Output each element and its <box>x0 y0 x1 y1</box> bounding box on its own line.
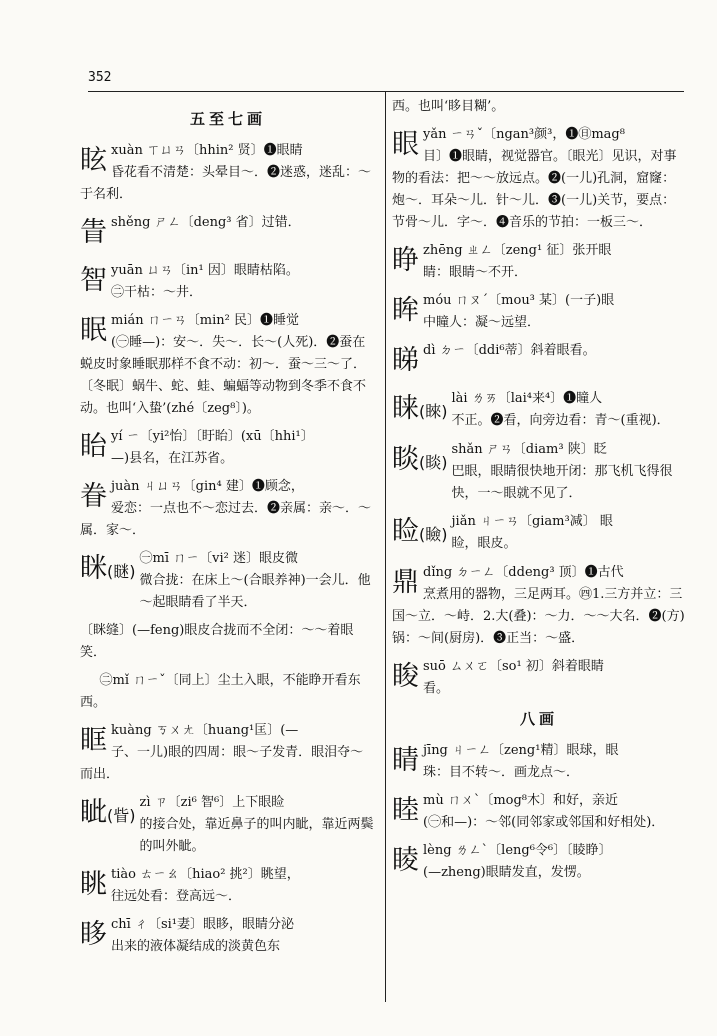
headword: 眙 <box>80 431 107 462</box>
entry-def: 目〕❶眼睛，视觉器官。〔眼光〕见识，对事物的看法：把～～放远点。❷(一儿)孔洞，窟窿：炮～．耳朵～儿．针～儿．❸(一儿)关节，要点：节骨～儿．字～．❹音乐的节拍：一板三～． <box>392 149 677 230</box>
headword: 睁 <box>392 245 419 276</box>
dict-entry <box>80 914 376 958</box>
entry-def: —)县名，在江苏省。 <box>111 451 234 466</box>
entry-pron: lèng ㄌㄥˋ〔leng⁶令⁶〕〔睖睁〕 <box>423 843 612 858</box>
sub-entry: 〔眯缝〕(—feng)眼皮合拢而不全闭：～～着眼笑． <box>80 623 354 660</box>
dict-entry <box>80 720 376 786</box>
dict-entry <box>392 790 686 834</box>
dict-entry <box>80 260 376 304</box>
continuation-text: 西。也叫‘眵目糊’。 <box>392 99 505 114</box>
dict-entry <box>392 340 686 382</box>
dict-entry <box>392 240 686 284</box>
entry-def: 的接合处，靠近鼻子的叫内眦，靠近两鬓的叫外眦。 <box>139 817 374 854</box>
section-title: 八画 <box>519 710 558 728</box>
dict-entry <box>80 212 376 254</box>
section-title: 五至七画 <box>189 110 266 128</box>
column-divider <box>385 92 386 1002</box>
entry-def: 中瞳人：凝～远望． <box>423 315 541 330</box>
entry-def: (㊀和—)：～邻(同邻家或邻国和好相处)． <box>423 815 665 830</box>
dict-entry <box>80 426 376 470</box>
entry-def: 睑，眼皮。 <box>451 536 517 551</box>
headword: 眷 <box>80 481 107 512</box>
headword: 睇 <box>392 345 419 376</box>
dict-entry <box>392 656 686 700</box>
headword: 睖 <box>392 845 419 876</box>
entry-def: 昏花看不清楚：头晕目～．❷迷惑，迷乱：～于名利． <box>80 165 372 202</box>
entry-def: ㊁干枯：～井． <box>111 285 203 300</box>
entry-pron: zì ㄗ〔zi⁶ 智⁶〕上下眼睑 <box>139 795 285 810</box>
entry-pron: tiào ㄊㄧㄠ〔hiao² 挑²〕眺望， <box>111 867 300 882</box>
headword: 眼 <box>392 129 419 160</box>
dict-entry <box>392 290 686 334</box>
entry-pron: shěng ㄕㄥ〔deng³ 省〕过错． <box>111 215 301 230</box>
entry-pron: yuān ㄩㄢ〔in¹ 因〕眼睛枯陷。 <box>111 263 299 278</box>
entry-pron: yí ㄧ〔yi²怡〕〔盱眙〕(xū〔hhi¹〕 <box>111 429 314 444</box>
dict-entry <box>392 439 686 505</box>
dict-entry <box>392 840 686 884</box>
headword: 眦(眥) <box>80 797 136 828</box>
entry-pron: xuàn ㄒㄩㄢ〔hhin² 贤〕❶眼睛 <box>111 143 303 158</box>
entry-def: 看。 <box>423 681 450 696</box>
entry-def: 往远处看：登高远～． <box>111 889 242 904</box>
headword: 眺 <box>80 869 107 900</box>
dict-entry <box>392 562 686 650</box>
entry-def: 烹煮用的器物，三足两耳。㊃1.三方并立：三国～立．～峙．2.大(叠)：～力．～～大名．❷(方)锅：～间(厨房)．❸正当：～盛． <box>392 587 685 646</box>
entry-def: (—zheng)眼睛发直，发愣。 <box>423 865 590 880</box>
headword: 睑(瞼) <box>392 516 448 547</box>
dict-entry <box>392 388 686 433</box>
dict-entry <box>80 476 376 542</box>
headword: 眩 <box>80 145 107 176</box>
variant-form: (眥) <box>107 806 136 825</box>
headword: 眠 <box>80 315 107 346</box>
dict-entry <box>80 310 376 420</box>
headword: 眵 <box>80 919 107 950</box>
entry-pron: dì ㄉㄧ〔ddi⁶蒂〕斜着眼看。 <box>423 343 596 358</box>
headword: 眶 <box>80 725 107 756</box>
entry-def: 微合拢：在床上～(合眼养神)一会儿．他～起眼睛看了半天． <box>139 573 371 610</box>
variant-form: (睒) <box>419 453 448 472</box>
dict-entry <box>392 124 686 234</box>
entry-def: 巴眼，眼睛很快地开闭：那飞机飞得很快，一～眼就不见了． <box>451 464 673 501</box>
dict-entry <box>80 792 376 858</box>
variant-form: (睞) <box>419 402 448 421</box>
right-column <box>392 96 686 890</box>
headword: 眸 <box>392 295 419 326</box>
dict-entry <box>392 511 686 556</box>
headword: 睛 <box>392 745 419 776</box>
headword: 睒(睒) <box>392 444 448 475</box>
entry-def: 睛：眼睛～不开． <box>423 265 528 280</box>
entry-pron: shǎn ㄕㄢ〔diam³ 陕〕眨 <box>451 442 607 457</box>
header-rule <box>88 91 684 92</box>
entry-def: 子、一儿)眼的四周：眼～子发青．眼泪夺～而出． <box>80 745 364 782</box>
entry-pron: zhēng ㄓㄥ〔zeng¹ 征〕张开眼 <box>423 243 612 258</box>
left-column <box>80 100 376 964</box>
page-number: 352 <box>88 70 112 85</box>
entry-def: (㊀睡—)：安～．失～．长～(人死)．❷蚕在蜕皮时象睡眠那样不食不动：初～．蚕～三～了．〔冬眠〕蜗牛、蛇、蛙、蝙蝠等动物到冬季不食不动。也叫‘入蛰’(zhé〔zeg⁸〕)。 <box>80 335 367 416</box>
entry-def: 爱恋：一点也不～恋过去．❷亲属：亲～．～属．家～． <box>80 501 372 538</box>
entry-pron: lài ㄌㄞ〔lai⁴来⁴〕❶瞳人 <box>451 391 603 406</box>
variant-form: (瞼) <box>419 525 448 544</box>
headword: 智 <box>80 265 107 296</box>
entry-pron: dǐng ㄉㄧㄥ〔ddeng³ 顶〕❶古代 <box>423 565 624 580</box>
entry-pron: mián ㄇㄧㄢ〔min² 民〕❶睡觉 <box>111 313 299 328</box>
variant-form: (瞇) <box>107 562 136 581</box>
entry-pron: kuàng ㄎㄨㄤ〔huang¹匡〕(— <box>111 723 299 738</box>
entry-pron: suō ㄙㄨㄛ〔so¹ 初〕斜着眼睛 <box>423 659 604 674</box>
entry-pron: mù ㄇㄨˋ〔mog⁸木〕和好，亲近 <box>423 793 619 808</box>
dict-entry <box>392 740 686 784</box>
dict-entry <box>80 864 376 908</box>
entry-pron: jiǎn ㄐㄧㄢ〔giam³减〕 眼 <box>451 514 613 529</box>
entry-pron: ㊀mī ㄇㄧ〔vi² 迷〕眼皮微 <box>139 551 298 566</box>
headword: 鼎 <box>392 567 419 598</box>
entry-def: 不正。❷看，向旁边看：青～(重视)． <box>451 413 670 428</box>
second-reading: ㊁mǐ ㄇㄧˇ〔同上〕尘土入眼，不能睁开看东西。 <box>80 673 361 710</box>
entry-pron: juàn ㄐㄩㄢ〔gin⁴ 建〕❶顾念， <box>111 479 304 494</box>
entry-pron: jīng ㄐㄧㄥ〔zeng¹精〕眼球，眼 <box>423 743 619 758</box>
entry-def: 出来的液体凝结成的淡黄色东 <box>111 939 281 954</box>
entry-pron: chī ㄔ〔si¹妻〕眼眵，眼睛分泌 <box>111 917 294 932</box>
dict-entry <box>80 140 376 206</box>
entry-pron: móu ㄇㄡˊ〔mou³ 某〕(一子)眼 <box>423 293 615 308</box>
headword: 眯(瞇) <box>80 553 136 584</box>
dict-entry <box>80 548 376 614</box>
headword: 睃 <box>392 661 419 692</box>
headword: 睦 <box>392 795 419 826</box>
headword: 眚 <box>80 217 107 248</box>
headword: 睐(睞) <box>392 393 448 424</box>
entry-def: 珠：目不转～．画龙点～． <box>423 765 580 780</box>
entry-pron: yǎn ㄧㄢˇ〔ngan³颜³，❶㊐mag⁸ <box>423 127 625 142</box>
